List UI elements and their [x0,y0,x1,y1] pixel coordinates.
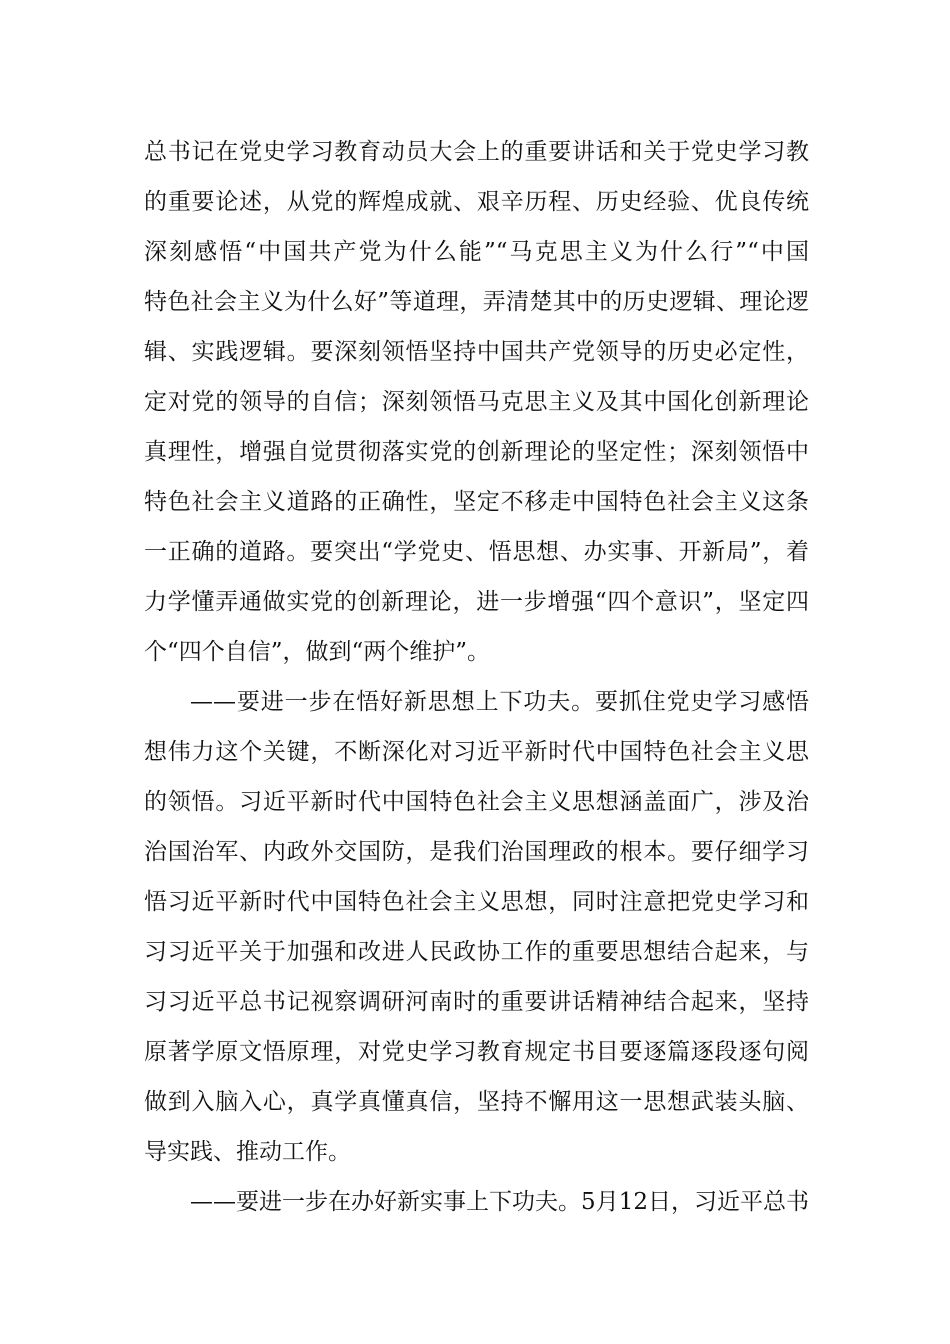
text-line: 个“四个自信”，做到“两个维护”。 [144,639,491,665]
text-line: 深刻感悟“中国共产党为什么能”“马克思主义为什么行”“中国 [144,239,809,265]
paragraph-start-line: ——要进一步在悟好新思想上下功夫。要抓住党史学习感悟 [190,689,809,715]
text-line: 特色社会主义为什么好”等道理，弄清楚其中的历史逻辑、理论逻 [144,289,809,315]
text-line: 总书记在党史学习教育动员大会上的重要讲话和关于党史学习教 [144,139,809,165]
text-line: 的重要论述，从党的辉煌成就、艰辛历程、历史经验、优良传统 [144,189,809,215]
text-line: 的领悟。习近平新时代中国特色社会主义思想涵盖面广，涉及治 [144,789,809,815]
text-line: 习习近平关于加强和改进人民政协工作的重要思想结合起来，与 [144,939,809,965]
text-line: 原著学原文悟原理，对党史学习教育规定书目要逐篇逐段逐句阅 [144,1039,809,1065]
text-line: 想伟力这个关键，不断深化对习近平新时代中国特色社会主义思 [144,739,809,765]
text-line: 导实践、推动工作。 [144,1139,351,1165]
text-line: 习习近平总书记视察调研河南时的重要讲话精神结合起来，坚持 [144,989,809,1015]
text-line: 真理性，增强自觉贯彻落实党的创新理论的坚定性；深刻领悟中 [144,439,809,465]
text-line: 悟习近平新时代中国特色社会主义思想，同时注意把党史学习和 [144,889,809,915]
paragraph-start-line: ——要进一步在办好新实事上下功夫。5月12日，习近平总书 [190,1189,809,1215]
text-line: 辑、实践逻辑。要深刻领悟坚持中国共产党领导的历史必定性， [144,339,809,365]
body-text [144,127,809,1227]
text-line: 治国治军、内政外交国防，是我们治国理政的根本。要仔细学习 [144,839,809,865]
text-line: 定对党的领导的自信；深刻领悟马克思主义及其中国化创新理论 [144,389,809,415]
text-line: 做到入脑入心，真学真懂真信，坚持不懈用这一思想武装头脑、 [144,1089,809,1115]
text-line: 一正确的道路。要突出“学党史、悟思想、办实事、开新局”，着 [144,539,809,565]
text-line: 力学懂弄通做实党的创新理论，进一步增强“四个意识”，坚定四 [144,589,809,615]
text-line: 特色社会主义道路的正确性，坚定不移走中国特色社会主义这条 [144,489,809,515]
